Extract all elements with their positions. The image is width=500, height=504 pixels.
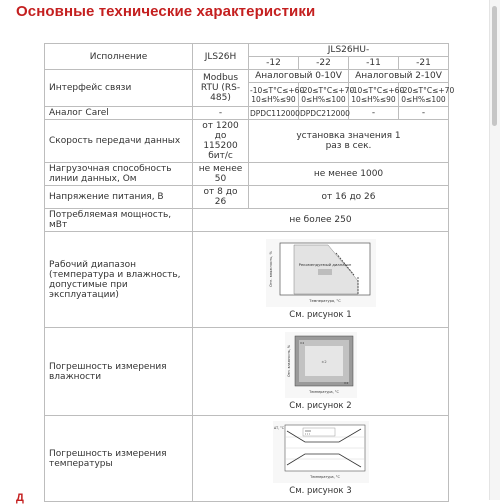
figure-2-ylabel: Отн. влажность, % (286, 345, 291, 377)
carel-jls26h: - (193, 107, 249, 120)
header-variant-11: -11 (349, 57, 399, 70)
range-hum: 0≤H%≤100 (301, 94, 346, 104)
power-value: не более 250 (193, 209, 449, 232)
range-hum: 10≤H%≤90 (251, 94, 296, 104)
load-jls26h: не менее 50 (193, 163, 249, 186)
scrollbar-thumb[interactable] (492, 6, 497, 126)
figure-1-ylabel: Отн. влажность, % (268, 251, 273, 287)
carel-12: DPDC112000 (250, 108, 300, 118)
temperature-figure-cell (193, 416, 449, 502)
voltage-jls26h: от 8 до 26 (193, 186, 249, 209)
range-temp: -10≤T°C≤+60 (350, 85, 405, 95)
range-cell-12 (249, 83, 305, 107)
range-cell-11 (349, 83, 405, 107)
header-variant-22: -22 (299, 57, 349, 70)
load-label: Нагрузочная способность линии данных, Ом (45, 163, 193, 186)
power-label: Потребляемая мощность, мВт (45, 209, 193, 232)
voltage-label: Напряжение питания, В (45, 186, 193, 209)
carel-row (45, 107, 449, 120)
range-figure-label: Рабочий диапазон (температура и влажность, допустимые при эксплуатации) (45, 232, 193, 328)
range-hum: 10≤H%≤90 (351, 94, 396, 104)
figure-3-temperature-error (273, 421, 369, 483)
page-title: Основные технические характеристики (16, 3, 316, 20)
range-figure-row (45, 232, 449, 328)
figure-2-caption: См. рисунок 2 (289, 401, 352, 411)
header-jls26h: JLS26H (193, 44, 249, 70)
next-section-heading: Д (16, 492, 24, 504)
header-variant: Исполнение (45, 44, 193, 70)
figure-1-inner-text: Рекомендуемый диапазон (298, 262, 351, 267)
voltage-row (45, 186, 449, 209)
vertical-scrollbar[interactable] (489, 0, 500, 500)
figure-1-operating-range (266, 239, 376, 307)
humidity-figure-label: Погрешность измерения влажности (45, 328, 193, 416)
range-hum: 0≤H%≤100 (401, 94, 446, 104)
range-figure-cell (193, 232, 449, 328)
range-temp: -20≤T°C≤+70 (300, 85, 355, 95)
load-hu: не менее 1000 (249, 163, 449, 186)
figure-3-ylabel: ΔT, °С (273, 426, 284, 430)
carel-22: DPDC212000 (300, 108, 350, 118)
svg-text:±4: ±4 (343, 381, 348, 385)
speed-row (45, 120, 449, 163)
interface-row (45, 70, 449, 83)
header-row (45, 44, 449, 57)
interface-jls26h: Modbus RTU (RS-485) (193, 70, 249, 107)
figure-2-humidity-error (285, 332, 357, 398)
carel-21: - (399, 107, 449, 120)
svg-text:±4: ±4 (299, 341, 304, 345)
range-cell-22 (299, 83, 355, 107)
figure-1-caption: См. рисунок 1 (289, 310, 352, 320)
interface-analog-0-10: Аналоговый 0-10V (249, 70, 349, 83)
figure-3-xlabel: Температура, °С (309, 475, 340, 479)
load-row (45, 163, 449, 186)
interface-analog-2-10: Аналоговый 2-10V (349, 70, 449, 83)
temperature-figure-row (45, 416, 449, 502)
figure-3-caption: См. рисунок 3 (289, 486, 352, 496)
humidity-figure-cell (193, 328, 449, 416)
power-row (45, 209, 449, 232)
interface-label: Интерфейс связи (45, 70, 193, 107)
range-cell-21 (399, 83, 455, 107)
carel-11: - (349, 107, 399, 120)
header-variant-21: -21 (399, 57, 449, 70)
humidity-figure-row (45, 328, 449, 416)
svg-text:±2: ±2 (320, 360, 327, 364)
speed-jls26h: от 1200 до 115200 бит/с (193, 120, 249, 163)
spec-table (44, 43, 455, 502)
header-jls26hu: JLS26HU- (249, 44, 449, 57)
carel-label: Аналог Carel (45, 107, 193, 120)
range-temp: -10≤T°C≤+60 (250, 85, 305, 95)
speed-hu: установка значения 1 раз в сек. (249, 120, 449, 163)
voltage-hu: от 16 до 26 (249, 186, 449, 209)
figure-1-xlabel: Температура, °С (308, 299, 341, 303)
figure-2-xlabel: Температура, °С (308, 390, 339, 394)
range-temp: -20≤T°C≤+70 (400, 85, 455, 95)
header-variant-12: -12 (249, 57, 299, 70)
speed-label: Скорость передачи данных (45, 120, 193, 163)
temperature-figure-label: Погрешность измерения температуры (45, 416, 193, 502)
